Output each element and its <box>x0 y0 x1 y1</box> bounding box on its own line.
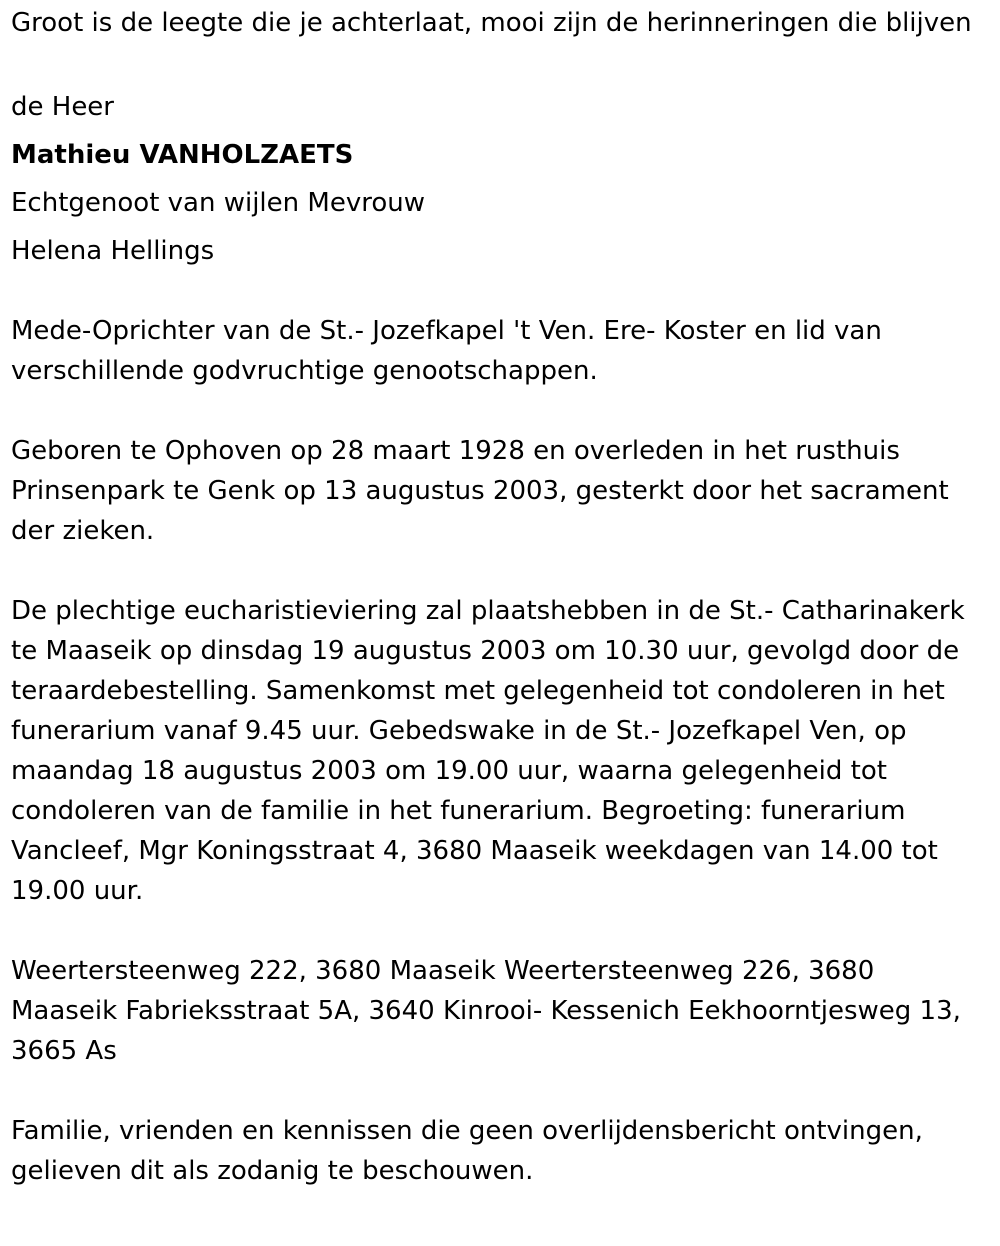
spouse-line-1: Echtgenoot van wijlen Mevrouw <box>11 188 425 218</box>
spacer <box>11 391 978 431</box>
spouse-line-2: Helena Hellings <box>11 236 215 266</box>
deceased-name: Mathieu VANHOLZAETS <box>11 140 354 170</box>
spacer <box>11 1071 978 1111</box>
birth-death-text: Geboren te Ophoven op 28 maart 1928 en overleden in het rusthuis Prinsenpark te Genk op 13 augustus 2003, gesterkt door het sacrament der zieken. <box>11 436 949 546</box>
spacer <box>11 43 978 83</box>
spacer <box>11 275 978 311</box>
spacer <box>11 911 978 951</box>
role-text: Mede-Oprichter van de St.- Jozefkapel 't Ven. Ere- Koster en lid van verschillende godvruchtige genootschappen. <box>11 316 882 386</box>
addresses-text: Weertersteenweg 222, 3680 Maaseik Weertersteenweg 226, 3680 Maaseik Fabrieksstraat 5A, 3640 Kinrooi- Kessenich Eekhoorntjesweg 13, 3665 As <box>11 956 961 1066</box>
ceremony-text: De plechtige eucharistieviering zal plaatshebben in de St.- Catharinakerk te Maaseik op dinsdag 19 augustus 2003 om 10.30 uur, gevolgd door de teraardebestelling. Samenkomst met gelegenheid tot condoleren in het funerarium vanaf 9.45 uur. Gebedswake in de St.- Jozefkapel Ven, op maandag 18 augustus 2003 om 19.00 uur, waarna gelegenheid tot condoleren van de familie in het funerarium. Begroeting: funerarium Vancleef, Mgr Koningsstraat 4, 3680 Maaseik weekdagen van 14.00 tot 19.00 uur. <box>11 596 965 906</box>
spacer <box>11 551 978 591</box>
intro-text: Groot is de leegte die je achterlaat, mooi zijn de herinneringen die blijven <box>11 8 972 38</box>
salutation: de Heer <box>11 92 114 122</box>
closing-text: Familie, vrienden en kennissen die geen overlijdensbericht ontvingen, gelieven dit als zodanig te beschouwen. <box>11 1116 923 1186</box>
